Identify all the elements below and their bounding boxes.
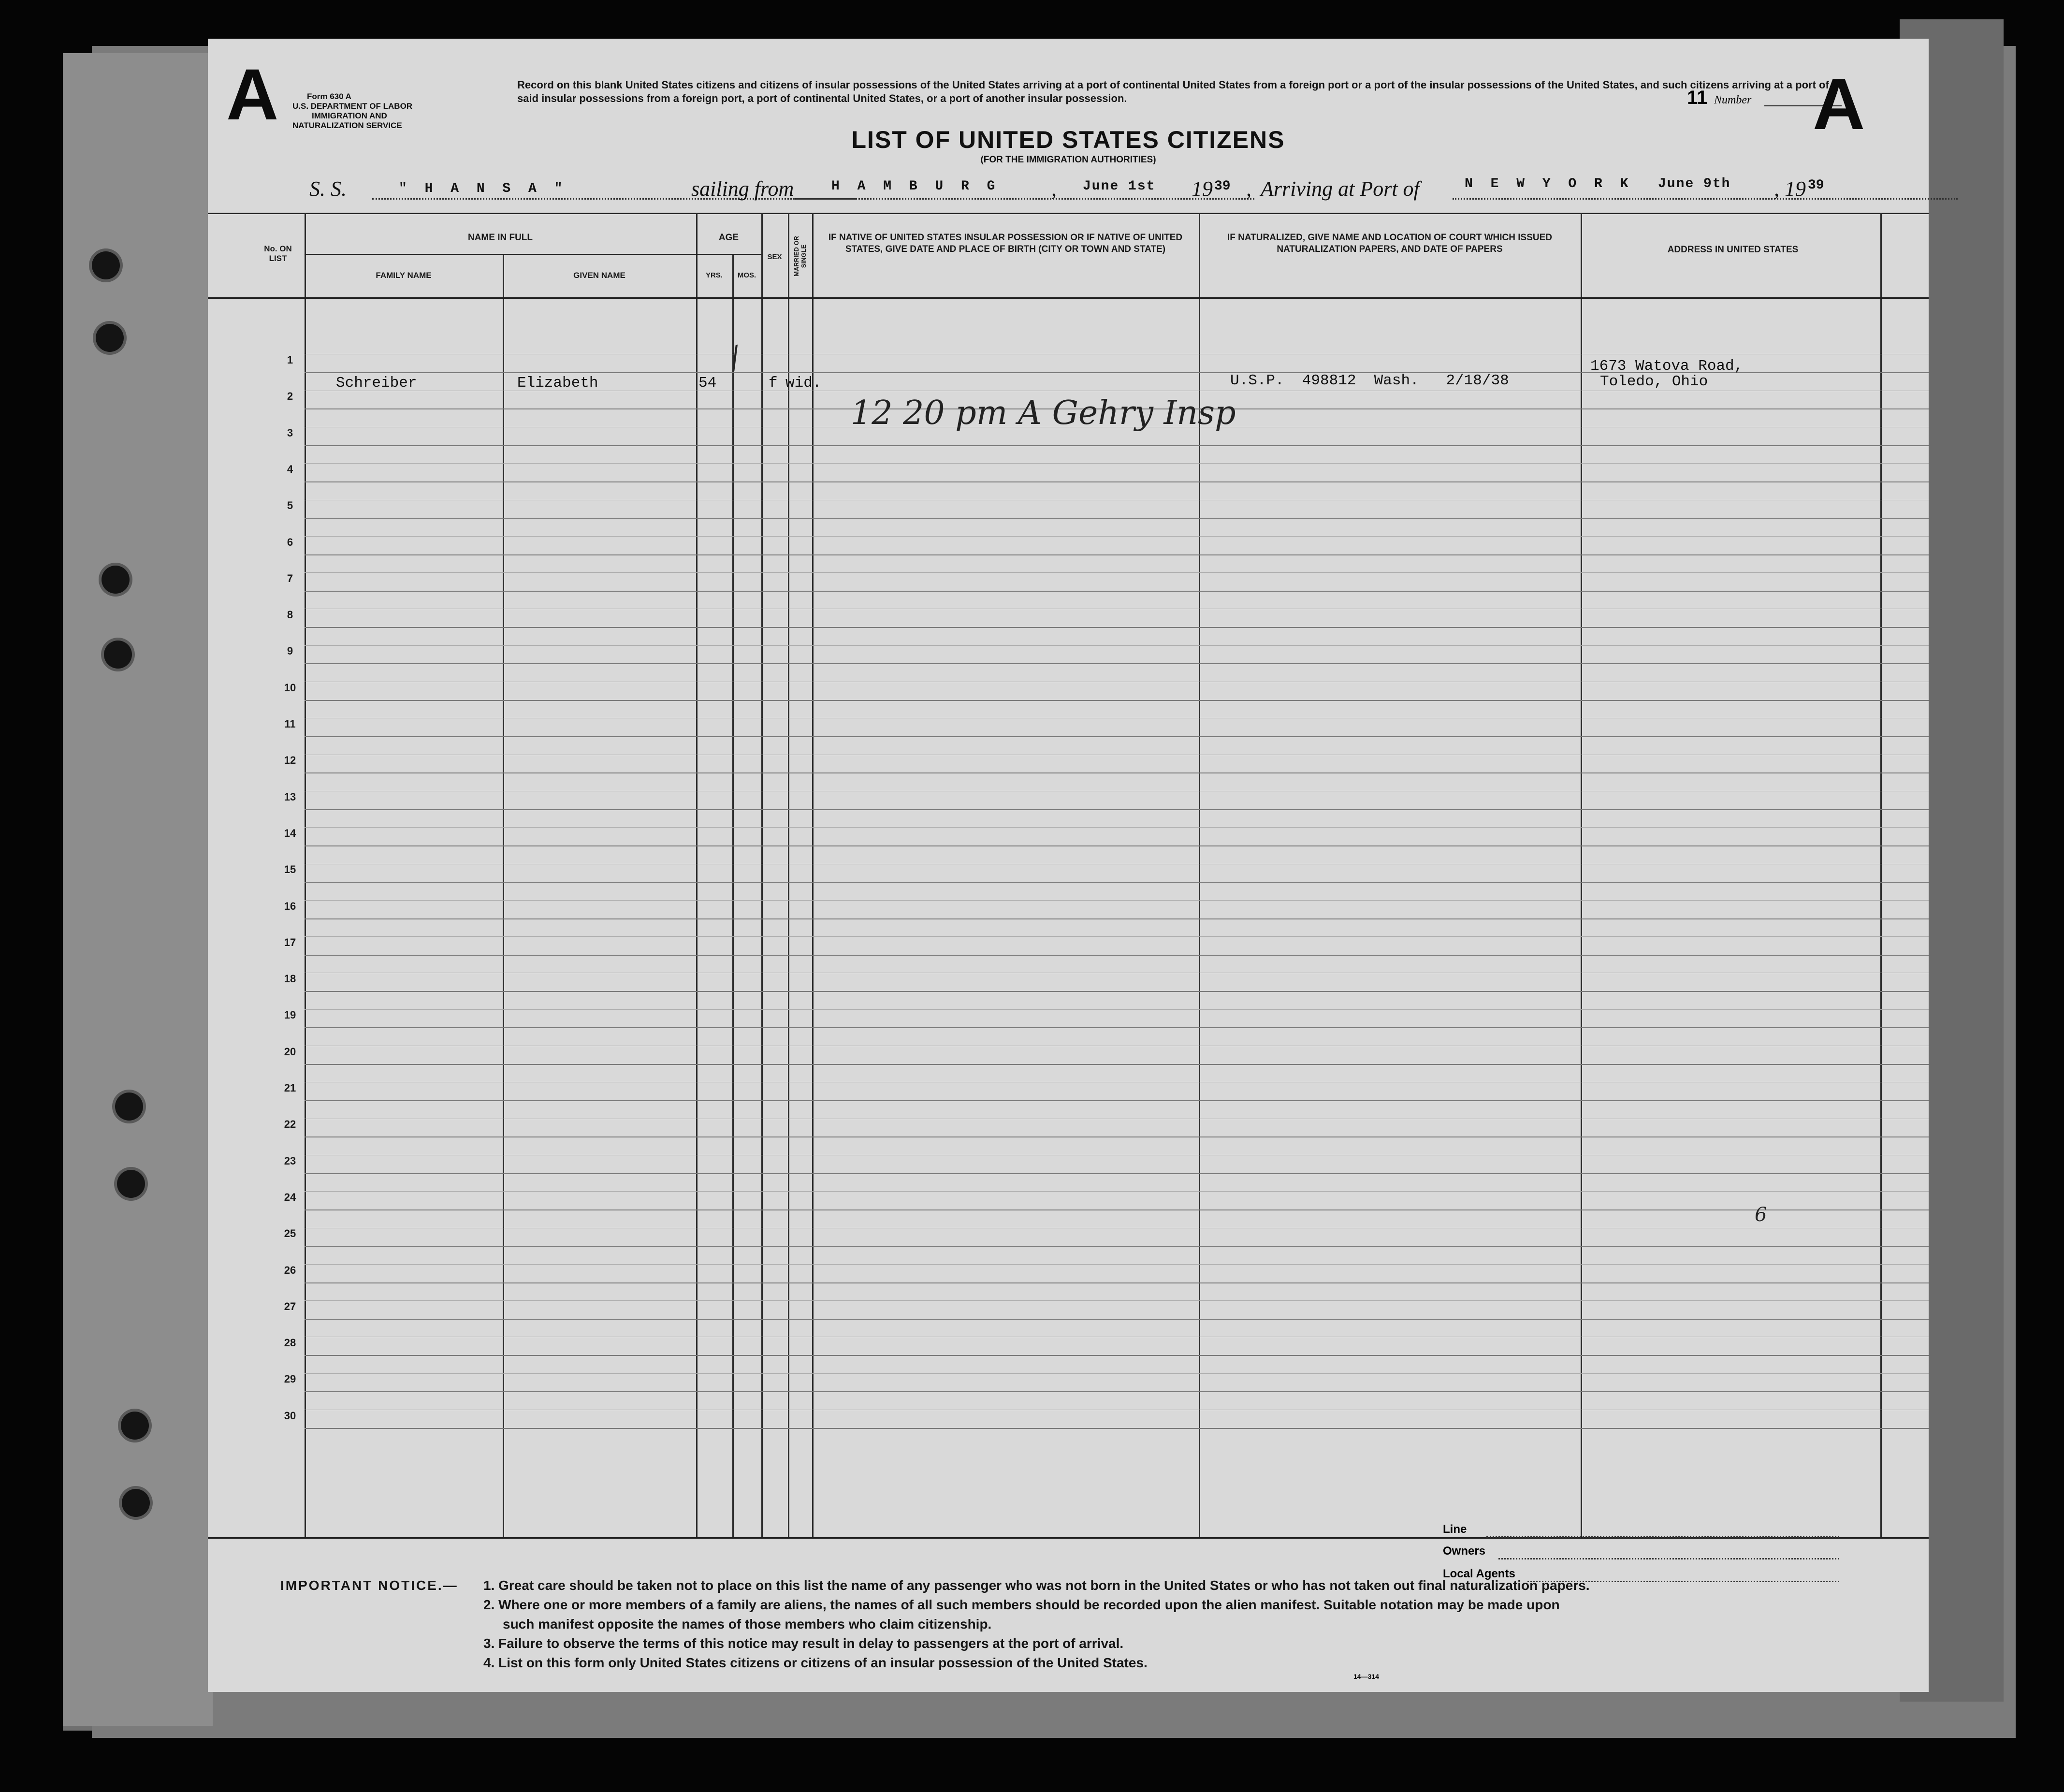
col-divider: [788, 213, 789, 1537]
entry-address-line-2: Toledo, Ohio: [1600, 373, 1708, 390]
notice-item-2-continued: such manifest opposite the names of those members who claim citizenship.: [503, 1617, 992, 1632]
row-rule: [305, 955, 1929, 956]
row-subrule: [305, 827, 1929, 828]
row-number: 12: [284, 754, 296, 767]
form-identification: [292, 92, 412, 131]
row-number: 8: [287, 609, 293, 621]
page-title: LIST OF UNITED STATES CITIZENS: [851, 126, 1285, 153]
comma: ,: [1246, 177, 1251, 201]
local-agents-label: Local Agents: [1443, 1567, 1515, 1580]
port-from-line: [795, 198, 1254, 200]
row-number: 23: [284, 1154, 296, 1167]
row-number: 3: [287, 426, 293, 439]
row-subrule: [305, 936, 1929, 937]
owners-field: [1498, 1558, 1839, 1559]
list-number-letter: A: [1813, 63, 1865, 145]
col-divider: [812, 213, 814, 1537]
row-number: 25: [284, 1227, 296, 1240]
row-number: 1: [287, 354, 293, 366]
entry-naturalization: U.S.P. 498812 Wash. 2/18/38: [1230, 372, 1509, 389]
punch-hole: [104, 641, 132, 669]
row-rule: [305, 1282, 1929, 1283]
col-divider: [761, 213, 763, 1537]
punch-hole: [92, 251, 120, 279]
row-number: 5: [287, 499, 293, 512]
manifest-page: [208, 39, 1929, 1692]
col-header-native-info: IF NATIVE OF UNITED STATES INSULAR POSSESSION OR IF NATIVE OF UNITED STATES, GIVE DATE AND PLACE OF BIRTH (CITY OR TOWN AND STATE): [828, 233, 1183, 254]
line-label: Line: [1443, 1523, 1467, 1536]
comma: ,: [1774, 177, 1779, 201]
row-number: 9: [287, 645, 293, 657]
entry-sex: f: [769, 375, 778, 392]
row-subrule: [305, 1373, 1929, 1374]
page-mark: 6: [1755, 1204, 1767, 1226]
owners-label: Owners: [1443, 1544, 1486, 1558]
row-rule: [305, 772, 1929, 773]
arriving-label: Arriving at Port of: [1261, 177, 1420, 201]
line-field: [1486, 1536, 1839, 1538]
notice-heading: IMPORTANT NOTICE.—: [280, 1578, 458, 1593]
row-rule: [305, 809, 1929, 810]
row-number: 4: [287, 463, 293, 475]
entry-given-name: Elizabeth: [517, 375, 598, 392]
row-number: 19: [284, 1009, 296, 1021]
check-mark: /: [724, 340, 745, 376]
service-line-1: IMMIGRATION AND: [312, 111, 387, 120]
department-name: U.S. DEPARTMENT OF LABOR: [292, 102, 413, 111]
row-number: 21: [284, 1082, 296, 1094]
col-header-name-in-full: NAME IN FULL: [467, 233, 533, 243]
row-subrule: [305, 1191, 1929, 1192]
entry-marital-status: wid.: [785, 375, 822, 392]
row-number: 15: [284, 863, 296, 876]
row-rule: [305, 518, 1929, 519]
row-rule: [305, 1355, 1929, 1356]
row-number: 22: [284, 1118, 296, 1131]
ship-name: " H A N S A ": [399, 181, 567, 196]
punch-hole: [102, 566, 130, 594]
subheader-divider: [305, 254, 761, 255]
punch-hole: [121, 1412, 149, 1440]
row-number: 24: [284, 1191, 296, 1203]
row-subrule: [305, 463, 1929, 464]
record-instructions: Record on this blank United States citizens and citizens of insular possessions of the United States arriving at a port of continental United States from a foreign port or a port of the insular possessions of the United States, and such citizens arriving at a port of said insular possessions from a foreign port, a port of continental United States, or a port of another insular possession.: [517, 79, 1829, 104]
row-rule: [305, 591, 1929, 592]
comma: ,: [1051, 177, 1057, 201]
row-rule: [305, 882, 1929, 883]
departure-year-prefix: 19: [1192, 177, 1213, 201]
arrival-year-prefix: 19: [1785, 177, 1806, 201]
punch-hole: [115, 1093, 143, 1121]
col-header-number: No. ON LIST: [264, 244, 292, 263]
col-header-address: ADDRESS IN UNITED STATES: [1667, 245, 1799, 255]
list-number-value: 11: [1687, 87, 1708, 108]
col-header-age: AGE: [718, 233, 739, 243]
row-number: 17: [284, 936, 296, 948]
row-number: 28: [284, 1337, 296, 1349]
row-number: 18: [284, 973, 296, 985]
row-number: 26: [284, 1264, 296, 1276]
row-subrule: [305, 1300, 1929, 1301]
row-rule: [305, 481, 1929, 482]
row-number: 14: [284, 827, 296, 839]
row-rule: [305, 1173, 1929, 1174]
row-subrule: [305, 1009, 1929, 1010]
inspector-signature: 12 20 pm A Gehry Insp: [851, 394, 1236, 432]
table-top-border: [208, 213, 1929, 214]
col-header-family-name: FAMILY NAME: [376, 271, 432, 280]
row-rule: [305, 700, 1929, 701]
row-rule: [305, 1064, 1929, 1065]
service-line-2: NATURALIZATION SERVICE: [292, 121, 402, 130]
row-subrule: [305, 572, 1929, 573]
port-to: N E W Y O R K: [1465, 176, 1633, 191]
row-rule: [305, 845, 1929, 846]
sailing-from-label: sailing from: [691, 177, 794, 201]
row-subrule: [305, 536, 1929, 537]
row-number: 10: [284, 681, 296, 694]
col-divider: [732, 254, 734, 1537]
row-rule: [305, 627, 1929, 628]
row-number: 6: [287, 536, 293, 548]
form-code: 14—314: [1353, 1673, 1379, 1680]
row-subrule: [305, 1264, 1929, 1265]
col-header-naturalized-info: IF NATURALIZED, GIVE NAME AND LOCATION OF COURT WHICH ISSUED NATURALIZATION PAPERS, AND DATE OF PAPERS: [1227, 233, 1552, 254]
col-divider: [1581, 213, 1582, 1537]
row-number: 27: [284, 1300, 296, 1312]
passenger-table: [208, 213, 1929, 1537]
row-rule: [305, 1246, 1929, 1247]
header-bottom-border: [208, 297, 1929, 299]
row-rule: [305, 1027, 1929, 1028]
notice-item-3: 3. Failure to observe the terms of this notice may result in delay to passengers at the port of arrival.: [483, 1636, 1124, 1651]
departure-year: 39: [1214, 179, 1231, 194]
row-rule: [305, 918, 1929, 919]
port-to-line: [1453, 198, 1958, 200]
row-rule: [305, 1391, 1929, 1392]
row-rule: [305, 1209, 1929, 1210]
row-rule: [305, 663, 1929, 664]
punch-hole: [96, 324, 124, 352]
col-divider: [696, 213, 698, 1537]
notice-item-2: 2. Where one or more members of a family are aliens, the names of all such members should be recorded upon the alien manifest. Suitable notation may be made upon: [483, 1597, 1560, 1612]
corner-letter: A: [226, 54, 279, 135]
row-number: 11: [284, 718, 296, 730]
row-number: 16: [284, 900, 296, 912]
col-header-months: MOS.: [737, 271, 756, 279]
row-rule: [305, 554, 1929, 555]
binder-strip: [63, 53, 213, 1726]
col-divider: [1880, 213, 1882, 1537]
row-number: 30: [284, 1409, 296, 1422]
col-header-years: YRS.: [705, 271, 723, 279]
row-number: 20: [284, 1045, 296, 1058]
row-rule: [305, 736, 1929, 737]
col-header-sex: SEX: [767, 253, 782, 261]
punch-hole: [117, 1170, 145, 1198]
col-header-given-name: GIVEN NAME: [573, 271, 625, 280]
row-rule: [305, 1100, 1929, 1101]
list-number-label: Number: [1714, 94, 1752, 106]
row-number: 7: [287, 572, 293, 584]
arrival-year: 39: [1808, 178, 1824, 193]
row-subrule: [305, 900, 1929, 901]
row-rule: [305, 1319, 1929, 1320]
arrival-date: June 9th: [1658, 176, 1731, 191]
form-number: Form 630 A: [307, 92, 351, 101]
page-subtitle: (FOR THE IMMIGRATION AUTHORITIES): [980, 155, 1156, 165]
notice-item-4: 4. List on this form only United States citizens or citizens of an insular possession of the United States.: [483, 1655, 1148, 1670]
punch-hole: [122, 1489, 150, 1517]
col-divider: [305, 213, 306, 1537]
ss-label: S. S.: [309, 177, 347, 201]
col-divider: [503, 254, 504, 1537]
row-rule: [305, 445, 1929, 446]
entry-family-name: Schreiber: [336, 375, 417, 392]
row-number: 29: [284, 1373, 296, 1385]
row-rule: [305, 991, 1929, 992]
entry-address-line-1: 1673 Watova Road,: [1590, 358, 1744, 375]
entry-age-years: 54: [698, 375, 717, 392]
col-header-marital-status: MARRIED OR SINGLE: [793, 236, 807, 277]
row-number: 2: [287, 390, 293, 403]
row-subrule: [305, 645, 1929, 646]
port-from: H A M B U R G: [831, 179, 1000, 194]
row-number: 13: [284, 790, 296, 803]
notice-item-1: 1. Great care should be taken not to place on this list the name of any passenger who was not born in the United States or who has not taken out final naturalization papers.: [483, 1578, 1590, 1593]
row-rule: [305, 1136, 1929, 1137]
row-rule: [305, 1428, 1929, 1429]
departure-date: June 1st: [1083, 179, 1156, 194]
